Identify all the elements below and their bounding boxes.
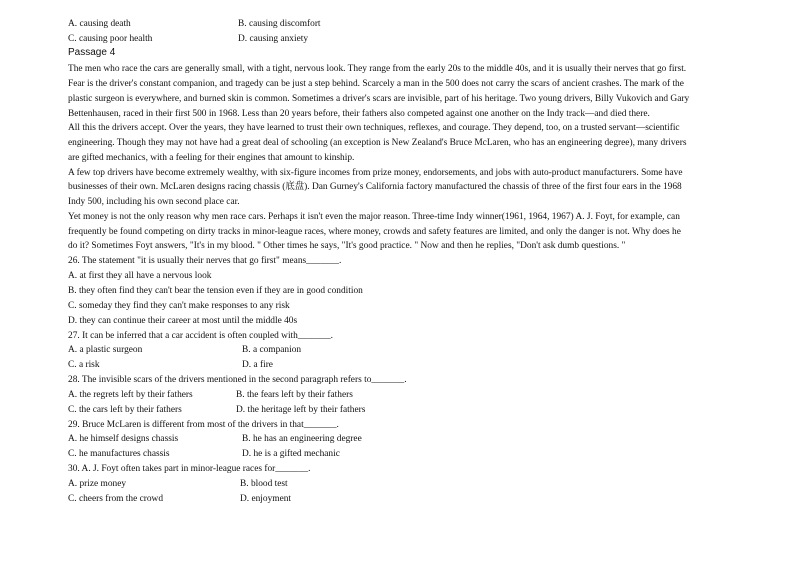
option-c: C. causing poor health (68, 34, 153, 44)
question-option: C. cheers from the crowd (68, 494, 164, 504)
option-d: D. causing anxiety (238, 34, 309, 44)
question-option: C. he manufactures chassis (68, 449, 170, 459)
question-option: B. blood test (240, 479, 288, 489)
passage-line: Indy 500, including his own second place car. (68, 197, 240, 207)
question-option: A. a plastic surgeon (68, 345, 143, 355)
option-a: A. causing death (68, 19, 131, 29)
question-option: A. he himself designs chassis (68, 434, 179, 444)
question-option: A. at first they all have a nervous look (68, 271, 212, 281)
passage-line: Bettenhausen, raced in their first 500 in 1968. Less than 20 years before, their fathers also competed against one another on the Indy track—and died there. (68, 109, 650, 119)
option-row (68, 33, 309, 45)
option-row (68, 344, 302, 356)
option-row (68, 389, 353, 401)
question-option: B. they often find they can't bear the tension even if they are in good condition (68, 286, 363, 296)
option-row (68, 493, 292, 505)
question-stem: 30. A. J. Foyt often takes part in minor-league races for_______. (68, 464, 311, 474)
passage-line: are gifted mechanics, with a feeling for their engines that amount to kinship. (68, 153, 355, 163)
question-stem: 27. It can be inferred that a car accident is often coupled with_______. (68, 331, 334, 341)
question-option: D. they can continue their career at most until the middle 40s (68, 316, 298, 326)
option-row (68, 478, 288, 490)
question-stem: 28. The invisible scars of the drivers mentioned in the second paragraph refers to_______. (68, 375, 407, 385)
option-row (68, 448, 340, 460)
option-row (68, 18, 321, 30)
option-row (68, 359, 273, 371)
passage-line: plastic surgeon is everywhere, and burned skin is common. Sometimes a driver's scars are invisible, part of his heritage. Two young drivers, Billy Vukovich and Gary (68, 94, 690, 104)
question-option: A. the regrets left by their fathers (68, 390, 193, 400)
question-option: D. the heritage left by their fathers (236, 405, 366, 415)
question-option: D. a fire (242, 360, 273, 370)
passage-line: frequently be found competing on dirty tracks in minor-league races, where money, crowds and safety features are limited, and only the danger is not. Why does he (68, 227, 681, 237)
passage-line: businesses of their own. McLaren designs racing chassis (底盘). Dan Gurney's California factory manufactured the chassis of three of the first four ears in the 1968 (68, 182, 682, 192)
question-stem: 29. Bruce McLaren is different from most of the drivers in that_______. (68, 420, 339, 430)
option-b: B. causing discomfort (238, 19, 321, 29)
passage-line: engineering. Though they may not have had a great deal of schooling (an exception is New Zealand's Bruce McLaren, who has an engineering degree), many drivers (68, 138, 687, 148)
passage-line: A few top drivers have become extremely wealthy, with six-figure incomes from prize money, endorsements, and jobs with auto-product manufacturers. Some have (68, 168, 683, 178)
passage-line: The men who race the cars are generally small, with a tight, nervous look. They range from the early 20s to the middle 40s, and it is usually their nerves that go first. (68, 64, 687, 74)
question-option: A. prize money (68, 479, 127, 489)
question-option: C. a risk (68, 360, 100, 370)
passage-line: Fear is the driver's constant companion, and tragedy can be just a step behind. Scarcely a man in the 500 does not carry the scars of ancient crashes. The mark of the (68, 79, 684, 89)
option-row (68, 404, 366, 416)
question-option: D. he is a gifted mechanic (242, 449, 340, 459)
passage-line: do it? Sometimes Foyt answers, "It's in my blood. " Other times he says, "It's good practice. " Now and then he replies, "Don't ask dumb questions. " (68, 241, 626, 251)
passage-line: All this the drivers accept. Over the years, they have learned to trust their own techniques, reflexes, and courage. They depend, too, on a trusted servant—scientific (68, 123, 680, 133)
question-option: B. the fears left by their fathers (236, 390, 353, 400)
passage-line: Yet money is not the only reason why men race cars. Perhaps it isn't even the major reason. Three-time Indy winner(1961, 1964, 1967) A. J. Foyt, for example, can (68, 212, 680, 222)
question-option: B. a companion (242, 345, 302, 355)
question-option: D. enjoyment (240, 494, 292, 504)
question-option: B. he has an engineering degree (242, 434, 362, 444)
question-stem: 26. The statement "it is usually their nerves that go first" means_______. (68, 256, 342, 266)
question-option: C. someday they find they can't make responses to any risk (68, 301, 290, 311)
passage-title: Passage 4 (68, 47, 116, 58)
question-option: C. the cars left by their fathers (68, 405, 182, 415)
option-row (68, 433, 362, 445)
